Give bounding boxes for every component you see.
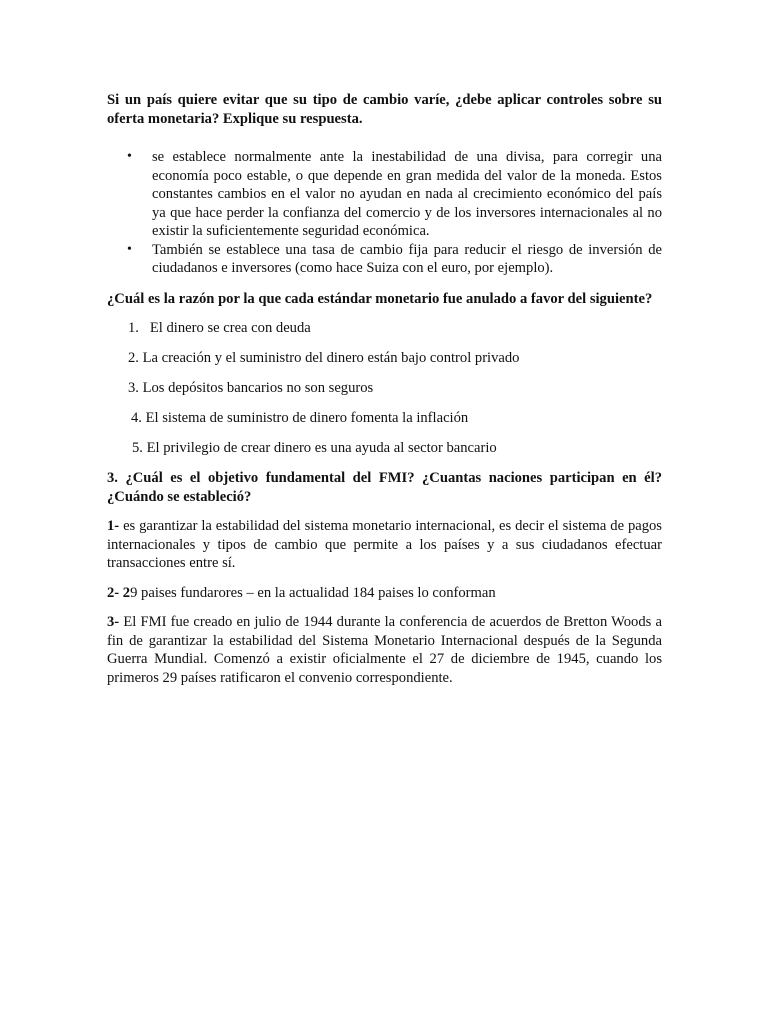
bullet-item [107, 148, 662, 241]
answer-3-number: 3- [107, 614, 120, 630]
answer-3 [107, 613, 662, 687]
answer-2-text: 9 paises fundarores – en la actualidad 184 paises lo conforman [130, 584, 496, 601]
question-3-heading: 3. ¿Cuál es el objetivo fundamental del FMI? ¿Cuantas naciones participan en él? ¿Cuándo se estableció? [107, 470, 662, 505]
list-item: 2. La creación y el suministro del dinero están bajo control privado [128, 350, 520, 366]
list-item: 5. El privilegio de crear dinero es una ayuda al sector bancario [132, 440, 497, 456]
answer-2-number: 2- 2 [107, 584, 131, 601]
answer-1 [107, 517, 662, 573]
question-1-heading: Si un país quiere evitar que su tipo de cambio varíe, ¿debe aplicar controles sobre su oferta monetaria? Explique su respuesta. [107, 92, 662, 127]
question-2-heading: ¿Cuál es la razón por la que cada estándar monetario fue anulado a favor del siguiente? [107, 290, 653, 307]
bullet-text: se establece normalmente ante la inestabilidad de una divisa, para corregir una economía poco estable, o que depende en gran medida del valor de la moneda. Estos constantes cambios en el valor no ayudan en nada al crecimiento económico del país ya que hace perder la confianza del comercio y de los inversores internacionales al no existir la suficientemente seguridad económica. [152, 149, 662, 239]
question-2-numbered-list [107, 319, 662, 458]
list-item: 1. El dinero se crea con deuda [128, 320, 311, 336]
bullet-icon: • [127, 149, 132, 164]
bullet-icon: • [127, 241, 132, 257]
answer-1-text: es garantizar la estabilidad del sistema monetario internacional, es decir el sistema de pagos internacionales y tipos de cambio que permite a los países y a sus ciudadanos efectuar transacciones entre sí. [107, 518, 662, 571]
answer-1-number: 1- [107, 518, 120, 534]
list-item: 3. Los depósitos bancarios no son seguros [128, 380, 374, 396]
answer-3-text: El FMI fue creado en julio de 1944 durante la conferencia de acuerdos de Bretton Woods a fin de garantizar la estabilidad del Sistema Monetario Internacional después de la Segunda Guerra Mundial. Comenzó a existir oficialmente el 27 de diciembre de 1945, cuando los primeros 29 países ratificaron el convenio correspondiente. [107, 614, 662, 686]
bullet-text: También se establece una tasa de cambio fija para reducir el riesgo de inversión de ciudadanos e inversores (como hace Suiza con el euro, por ejemplo). [152, 241, 662, 276]
bullet-item [107, 241, 662, 278]
list-item: 4. El sistema de suministro de dinero fomenta la inflación [131, 410, 469, 426]
question-1-bullet-list [107, 148, 662, 278]
document-page [107, 91, 662, 698]
answer-2 [107, 584, 662, 603]
